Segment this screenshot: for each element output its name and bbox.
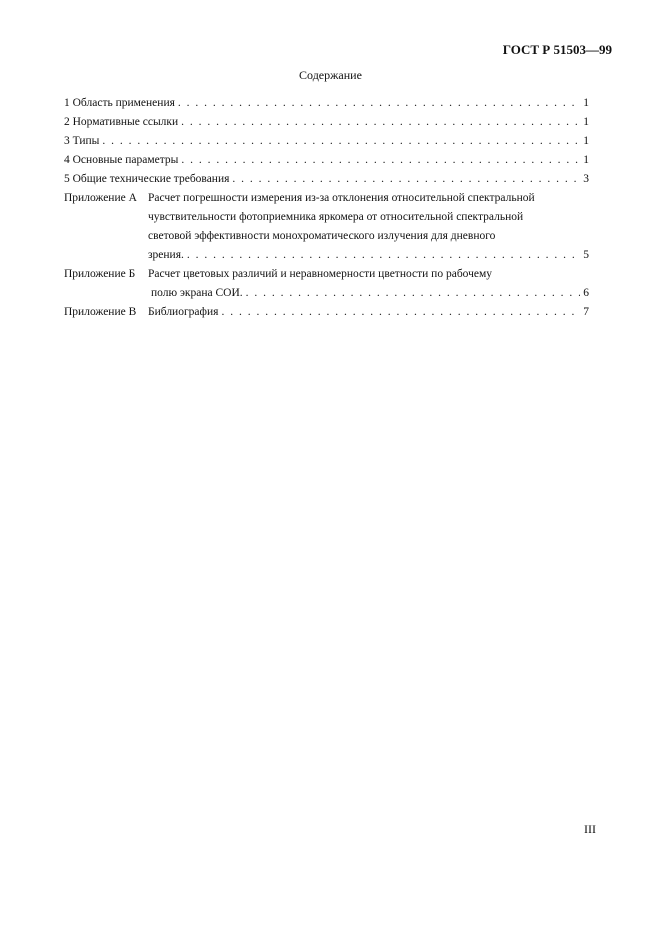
leader-dots [221, 303, 580, 322]
leader-dots [102, 132, 580, 151]
toc-entry-label: 4 Основные параметры [64, 154, 179, 166]
appendix-prefix: Приложение Б [64, 268, 136, 280]
toc-appendix-a[interactable] [64, 189, 589, 265]
toc-page-number: 1 [583, 116, 589, 128]
toc-entry-label: 2 Нормативные ссылки [64, 116, 179, 128]
leader-dots [178, 94, 580, 113]
leader-dots [246, 284, 581, 303]
leader-dots [187, 246, 580, 265]
toc-entry-label: 1 Область применения [64, 97, 175, 109]
toc-entry-label: 3 Типы [64, 135, 100, 147]
toc-page-number: 5 [583, 249, 589, 261]
appendix-title-line: полю экрана СОИ. [151, 287, 243, 299]
toc-entry[interactable] [64, 170, 589, 189]
leader-dots [232, 170, 580, 189]
toc-entry[interactable] [64, 94, 589, 113]
toc-title: Содержание [299, 68, 362, 82]
page-folio: III [584, 822, 596, 836]
toc-page-number: 1 [583, 97, 589, 109]
toc-appendix-b[interactable] [64, 265, 589, 303]
appendix-title-line: зрения. [148, 249, 184, 261]
toc-page-number: 6 [583, 287, 589, 299]
toc-appendix-c[interactable] [64, 303, 589, 322]
leader-dots [181, 113, 580, 132]
appendix-prefix: Приложение А [64, 192, 137, 204]
toc-entry[interactable] [64, 113, 589, 132]
appendix-title-line: Расчет цветовых различий и неравномерности цветности по рабочему [148, 268, 493, 280]
leader-dots [181, 151, 580, 170]
toc-page-number: 7 [583, 306, 589, 318]
table-of-contents [64, 94, 589, 322]
appendix-prefix: Приложение В [64, 306, 137, 318]
toc-entry[interactable] [64, 132, 589, 151]
appendix-title-line: чувствительности фотоприемника яркомера от относительной спектральной [148, 211, 524, 223]
toc-entry-label: 5 Общие технические требования [64, 173, 230, 185]
appendix-title-line: Библиография [148, 306, 219, 318]
appendix-title-line: световой эффективности монохроматического излучения для дневного [148, 230, 496, 242]
toc-page-number: 1 [583, 154, 589, 166]
appendix-title-line: Расчет погрешности измерения из-за отклонения относительной спектральной [148, 192, 535, 204]
toc-entry[interactable] [64, 151, 589, 170]
toc-page-number: 3 [583, 173, 589, 185]
toc-page-number: 1 [583, 135, 589, 147]
standard-number: ГОСТ Р 51503—99 [502, 42, 612, 57]
